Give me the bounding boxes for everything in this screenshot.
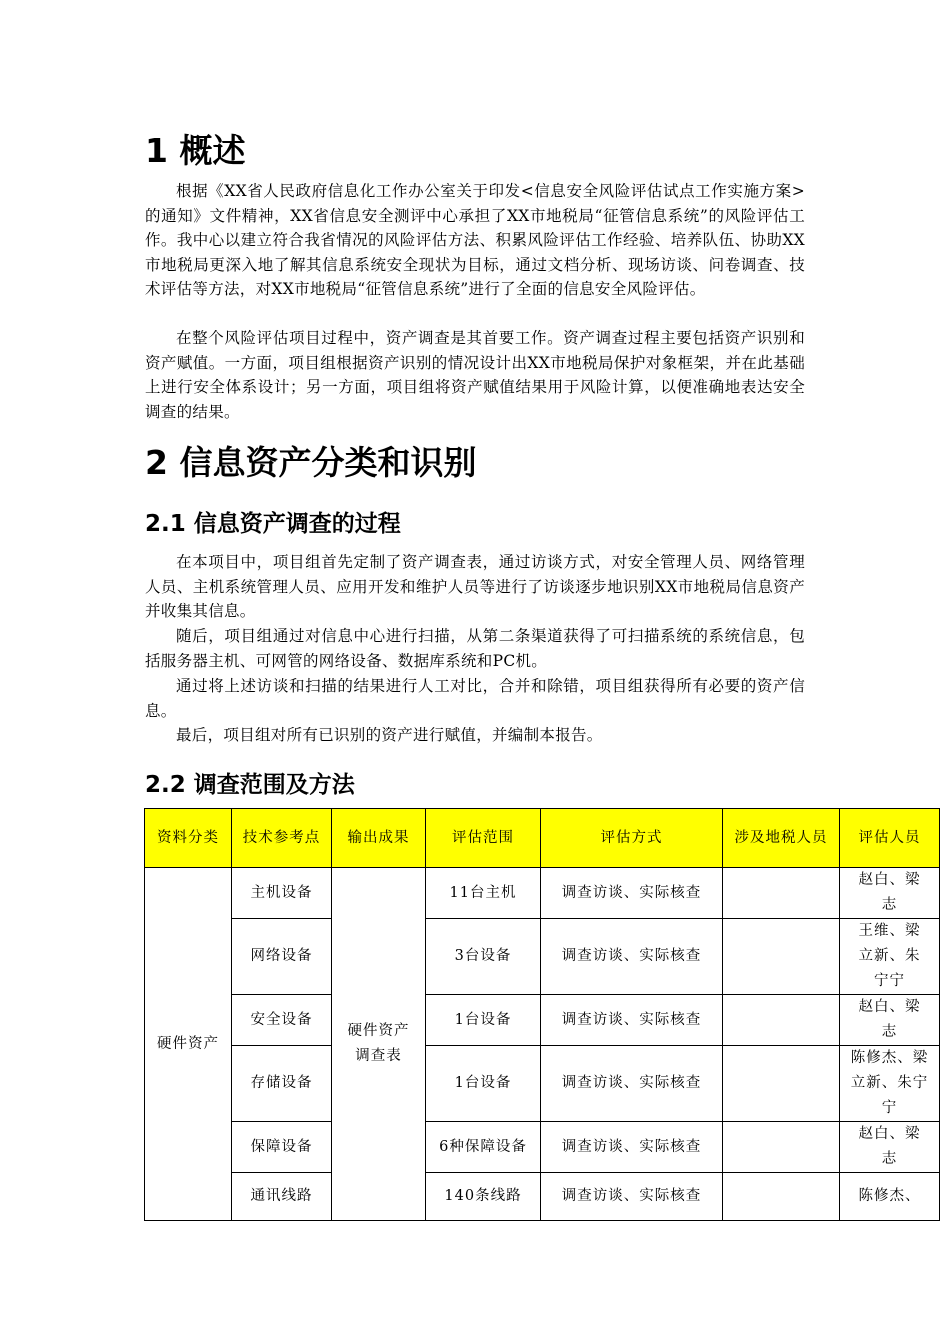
point-cell: 安全设备 — [232, 995, 332, 1046]
staff-cell — [723, 1046, 840, 1122]
header-cell: 评估方式 — [541, 809, 723, 868]
scope-cell: 11台主机 — [426, 868, 541, 919]
staff-cell — [723, 1173, 840, 1221]
output-cell: 硬件资产调查表 — [332, 868, 426, 1221]
table-header-row — [145, 809, 940, 868]
header-cell: 评估人员 — [840, 809, 940, 868]
category-cell: 硬件资产 — [145, 868, 232, 1221]
header-cell: 涉及地税人员 — [723, 809, 840, 868]
method-cell: 调查访谈、实际核查 — [541, 868, 723, 919]
method-cell: 调查访谈、实际核查 — [541, 1173, 723, 1221]
staff-cell — [723, 1122, 840, 1173]
header-cell: 技术参考点 — [232, 809, 332, 868]
scope-cell: 3台设备 — [426, 919, 541, 995]
header-cell: 资料分类 — [145, 809, 232, 868]
point-cell: 主机设备 — [232, 868, 332, 919]
header-cell: 评估范围 — [426, 809, 541, 868]
point-cell: 网络设备 — [232, 919, 332, 995]
section-2-1-paragraph-3: 通过将上述访谈和扫描的结果进行人工对比，合并和除错，项目组获得所有必要的资产信息。 — [145, 677, 805, 720]
scope-cell: 6种保障设备 — [426, 1122, 541, 1173]
section-2-1-paragraph-4: 最后，项目组对所有已识别的资产进行赋值，并编制本报告。 — [176, 726, 603, 744]
evaluator-cell: 王维、梁立新、朱宁宁 — [840, 919, 940, 995]
table-row — [145, 1046, 940, 1122]
table-row — [145, 868, 940, 919]
header-cell: 输出成果 — [332, 809, 426, 868]
section-2-1-paragraph-1: 在本项目中，项目组首先定制了资产调查表，通过访谈方式，对安全管理人员、网络管理人员、主机系统管理人员、应用开发和维护人员等进行了访谈逐步地识别XX市地税局信息资产并收集其信息。 — [145, 553, 805, 620]
point-cell: 存储设备 — [232, 1046, 332, 1122]
scope-cell: 1台设备 — [426, 1046, 541, 1122]
evaluator-cell: 赵白、梁志 — [840, 995, 940, 1046]
method-cell: 调查访谈、实际核查 — [541, 1046, 723, 1122]
staff-cell — [723, 919, 840, 995]
table-row — [145, 1122, 940, 1173]
section-1-paragraph-2: 在整个风险评估项目过程中，资产调查是其首要工作。资产调查过程主要包括资产识别和资产赋值。一方面，项目组根据资产识别的情况设计出XX市地税局保护对象框架，并在此基础上进行安全体系设计；另一方面，项目组将资产赋值结果用于风险计算，以便准确地表达安全调查的结果。 — [145, 329, 805, 421]
method-cell: 调查访谈、实际核查 — [541, 1122, 723, 1173]
section-2-1-paragraph-2: 随后，项目组通过对信息中心进行扫描，从第二条渠道获得了可扫描系统的系统信息，包括服务器主机、可网管的网络设备、数据库系统和PC机。 — [145, 627, 805, 670]
table-row — [145, 919, 940, 995]
table-row — [145, 995, 940, 1046]
staff-cell — [723, 995, 840, 1046]
staff-cell — [723, 868, 840, 919]
section-2-heading: 2 信息资产分类和识别 — [145, 443, 477, 482]
evaluator-cell: 陈修杰、梁立新、朱宁宁 — [840, 1046, 940, 1122]
table-row — [145, 1173, 940, 1221]
scope-cell: 1台设备 — [426, 995, 541, 1046]
section-1-heading: 1 概述 — [145, 131, 246, 170]
section-1-paragraph-1: 根据《XX省人民政府信息化工作办公室关于印发<信息安全风险评估试点工作实施方案>的通知》文件精神，XX省信息安全测评中心承担了XX市地税局“征管信息系统”的风险评估工作。我中心以建立符合我省情况的风险评估方法、积累风险评估工作经验、培养队伍、协助XX市地税局更深入地了解其信息系统安全现状为目标，通过文档分析、现场访谈、问卷调查、技术评估等方法，对XX市地税局“征管信息系统”进行了全面的信息安全风险评估。 — [145, 182, 805, 298]
section-2-1-heading: 2.1 信息资产调查的过程 — [145, 511, 401, 537]
scope-cell: 140条线路 — [426, 1173, 541, 1221]
method-cell: 调查访谈、实际核查 — [541, 995, 723, 1046]
section-2-2-heading: 2.2 调查范围及方法 — [145, 772, 355, 798]
evaluator-cell: 赵白、梁志 — [840, 1122, 940, 1173]
point-cell: 保障设备 — [232, 1122, 332, 1173]
evaluator-cell: 陈修杰、 — [840, 1173, 940, 1221]
point-cell: 通讯线路 — [232, 1173, 332, 1221]
method-cell: 调查访谈、实际核查 — [541, 919, 723, 995]
evaluator-cell: 赵白、梁志 — [840, 868, 940, 919]
survey-scope-table — [144, 808, 940, 1221]
